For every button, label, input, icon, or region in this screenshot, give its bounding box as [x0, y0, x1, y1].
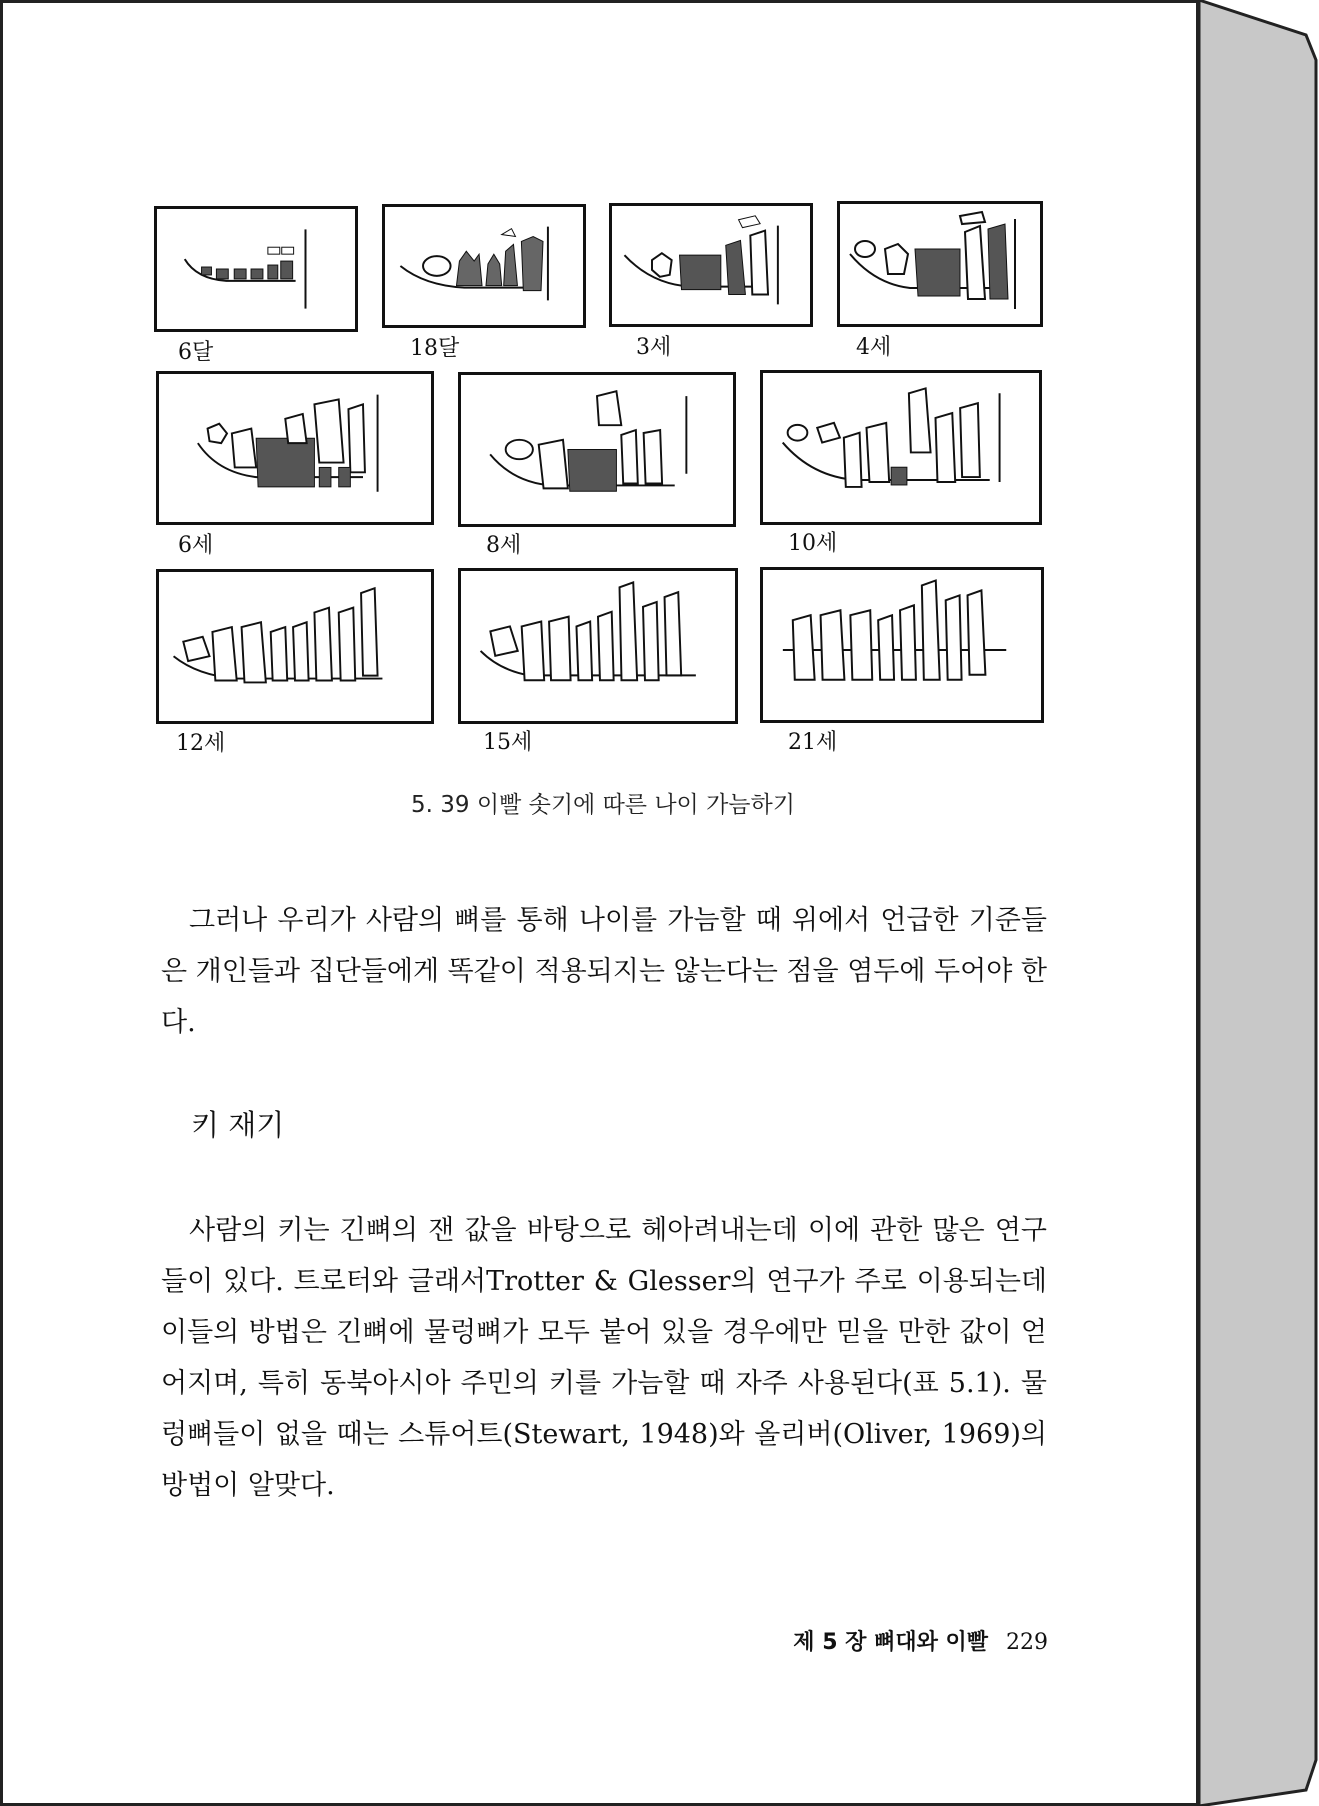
- age-label: 12세: [176, 731, 226, 756]
- panel-9: [458, 568, 738, 724]
- age-label: 10세: [788, 531, 838, 556]
- paragraph-1: 그러나 우리가 사람의 뼈를 통해 나이를 가늠할 때 위에서 언급한 기준들은 개인들과 집단들에게 똑같이 적용되지는 않는다는 점을 염두에 두어야 한다.: [161, 905, 1047, 1038]
- age-label: 6달: [178, 340, 214, 365]
- book-edge: [1196, 0, 1319, 1806]
- panel-8: [156, 569, 434, 724]
- panel-6: [458, 372, 736, 527]
- paragraph-2: 사람의 키는 긴뼈의 잰 값을 바탕으로 헤아려내는데 이에 관한 많은 연구들이 있다. 트로터와 글래서Trotter & Glesser의 연구가 주로 이용되는데 이들의 방법은 긴뼈에 물렁뼈가 모두 붙어 있을 경우에만 믿을 만한 값이 얻어지며, 특히 동북아시아 주민의 키를 가늠할 때 자주 사용된다(표 5.1). 물렁뼈들이 없을 때는 스튜어트(Stewart, 1948)와 올리버(Oliver, 1969)의 방법이 알맞다.: [161, 1215, 1047, 1501]
- dentition-drawing: [159, 374, 431, 522]
- figure-caption: 5. 39 이빨 솟기에 따른 나이 가늠하기: [411, 792, 795, 818]
- page-number: 229: [1006, 1630, 1048, 1655]
- dentition-drawing: [159, 572, 431, 721]
- panel-2: [382, 204, 586, 328]
- age-label: 21세: [788, 730, 838, 755]
- dentition-drawing: [763, 570, 1041, 720]
- age-label: 4세: [856, 335, 892, 360]
- dentition-drawing: [461, 375, 733, 524]
- age-label: 3세: [636, 335, 672, 360]
- panel-3: [609, 203, 813, 327]
- age-label: 18달: [410, 336, 460, 361]
- dentition-drawing: [763, 373, 1039, 522]
- dentition-drawing: [385, 207, 583, 325]
- age-label: 6세: [178, 533, 214, 558]
- panel-1: [154, 206, 358, 332]
- panel-10: [760, 567, 1044, 723]
- dentition-drawing: [840, 204, 1040, 324]
- running-footer: [793, 1625, 1048, 1656]
- dentition-drawing: [461, 571, 735, 721]
- section-heading: 키 재기: [191, 1108, 285, 1142]
- dentition-drawing: [157, 209, 355, 329]
- panel-5: [156, 371, 434, 525]
- age-label: 8세: [486, 533, 522, 558]
- panel-4: [837, 201, 1043, 327]
- chapter-title: 제 5 장 뼈대와 이빨: [793, 1630, 988, 1655]
- panel-7: [760, 370, 1042, 525]
- dentition-drawing: [612, 206, 810, 324]
- age-label: 15세: [483, 730, 533, 755]
- tooth-eruption-figure: [148, 193, 1053, 763]
